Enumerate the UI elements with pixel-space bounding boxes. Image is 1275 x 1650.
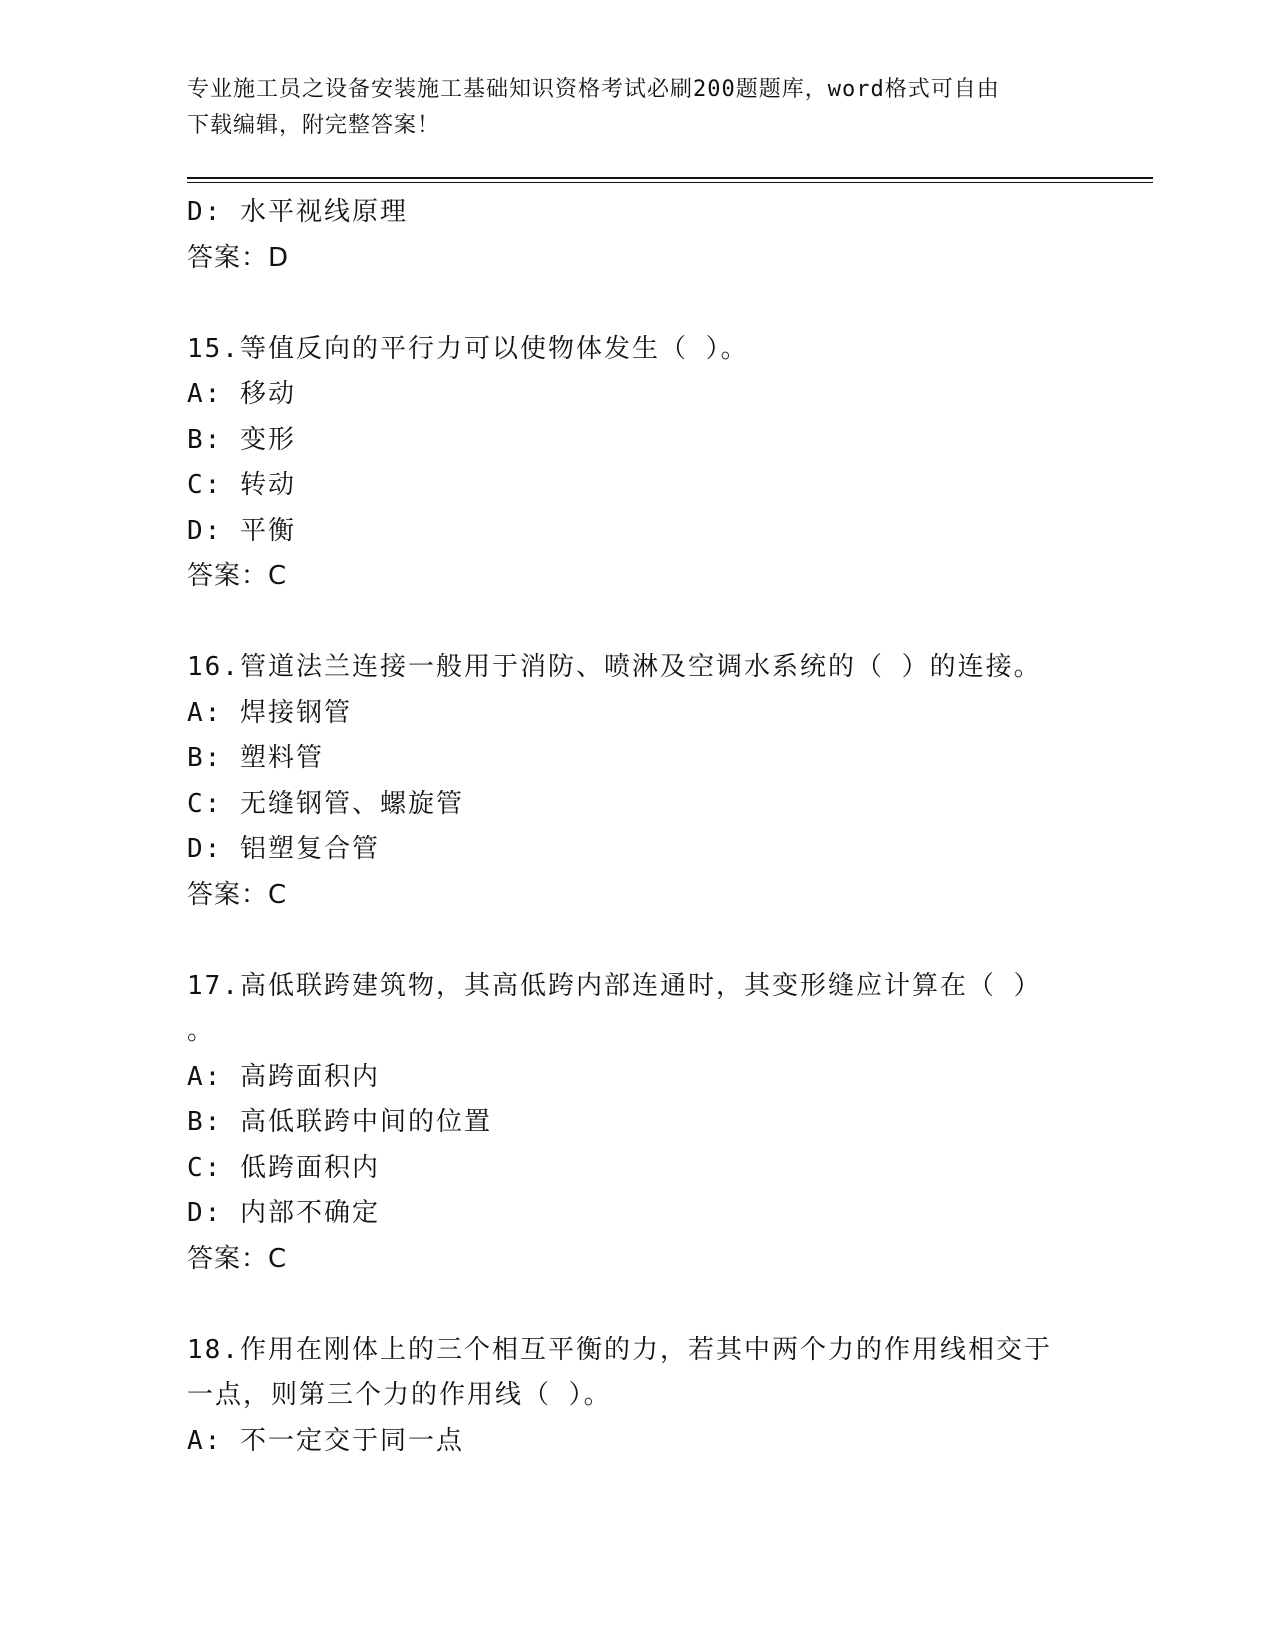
option-b: B: 高低联跨中间的位置 xyxy=(187,1107,492,1137)
answer-line: 答案：C xyxy=(187,1243,288,1274)
question-stem-continuation: 一点，则第三个力的作用线（ ）。 xyxy=(187,1380,612,1410)
question-stem-continuation: 。 xyxy=(187,1016,216,1046)
question-stem: 17.高低联跨建筑物，其高低跨内部连通时，其变形缝应计算在（ ） xyxy=(187,970,1042,1001)
question-stem: 16.管道法兰连接一般用于消防、喷淋及空调水系统的（ ）的连接。 xyxy=(187,652,1042,682)
header-rule-thin xyxy=(187,182,1153,183)
question-stem: 15.等值反向的平行力可以使物体发生（ ）。 xyxy=(187,333,749,364)
header-line-2: 下载编辑，附完整答案！ xyxy=(187,113,441,138)
answer-line: 答案：C xyxy=(187,879,288,910)
option-a: A: 焊接钢管 xyxy=(187,697,352,728)
option-b: B: 变形 xyxy=(187,424,296,455)
spacer xyxy=(187,1282,1087,1328)
option-a: A: 高跨面积内 xyxy=(187,1061,380,1092)
header-line-1: 专业施工员之设备安装施工基础知识资格考试必刷200题题库，word格式可自由 xyxy=(187,77,1000,102)
spacer xyxy=(187,600,1087,646)
option-d: D: 内部不确定 xyxy=(187,1198,380,1228)
option-c: C: 转动 xyxy=(187,470,296,500)
answer-line: 答案：C xyxy=(187,561,288,591)
question-stem: 18.作用在刚体上的三个相互平衡的力，若其中两个力的作用线相交于 xyxy=(187,1334,1052,1365)
answer-line: 答案：D xyxy=(187,242,290,273)
spacer xyxy=(187,281,1087,327)
option-b: B: 塑料管 xyxy=(187,743,324,773)
option-d: D: 铝塑复合管 xyxy=(187,834,380,864)
spacer xyxy=(187,918,1087,964)
option-d: D: 水平视线原理 xyxy=(187,197,408,227)
document-header xyxy=(187,72,1087,144)
option-a: A: 不一定交于同一点 xyxy=(187,1425,464,1456)
option-d: D: 平衡 xyxy=(187,515,296,546)
option-c: C: 无缝钢管、螺旋管 xyxy=(187,788,464,819)
option-a: A: 移动 xyxy=(187,379,296,409)
option-c: C: 低跨面积内 xyxy=(187,1152,380,1183)
header-rule-thick xyxy=(187,177,1153,179)
question-list xyxy=(187,190,1087,1464)
